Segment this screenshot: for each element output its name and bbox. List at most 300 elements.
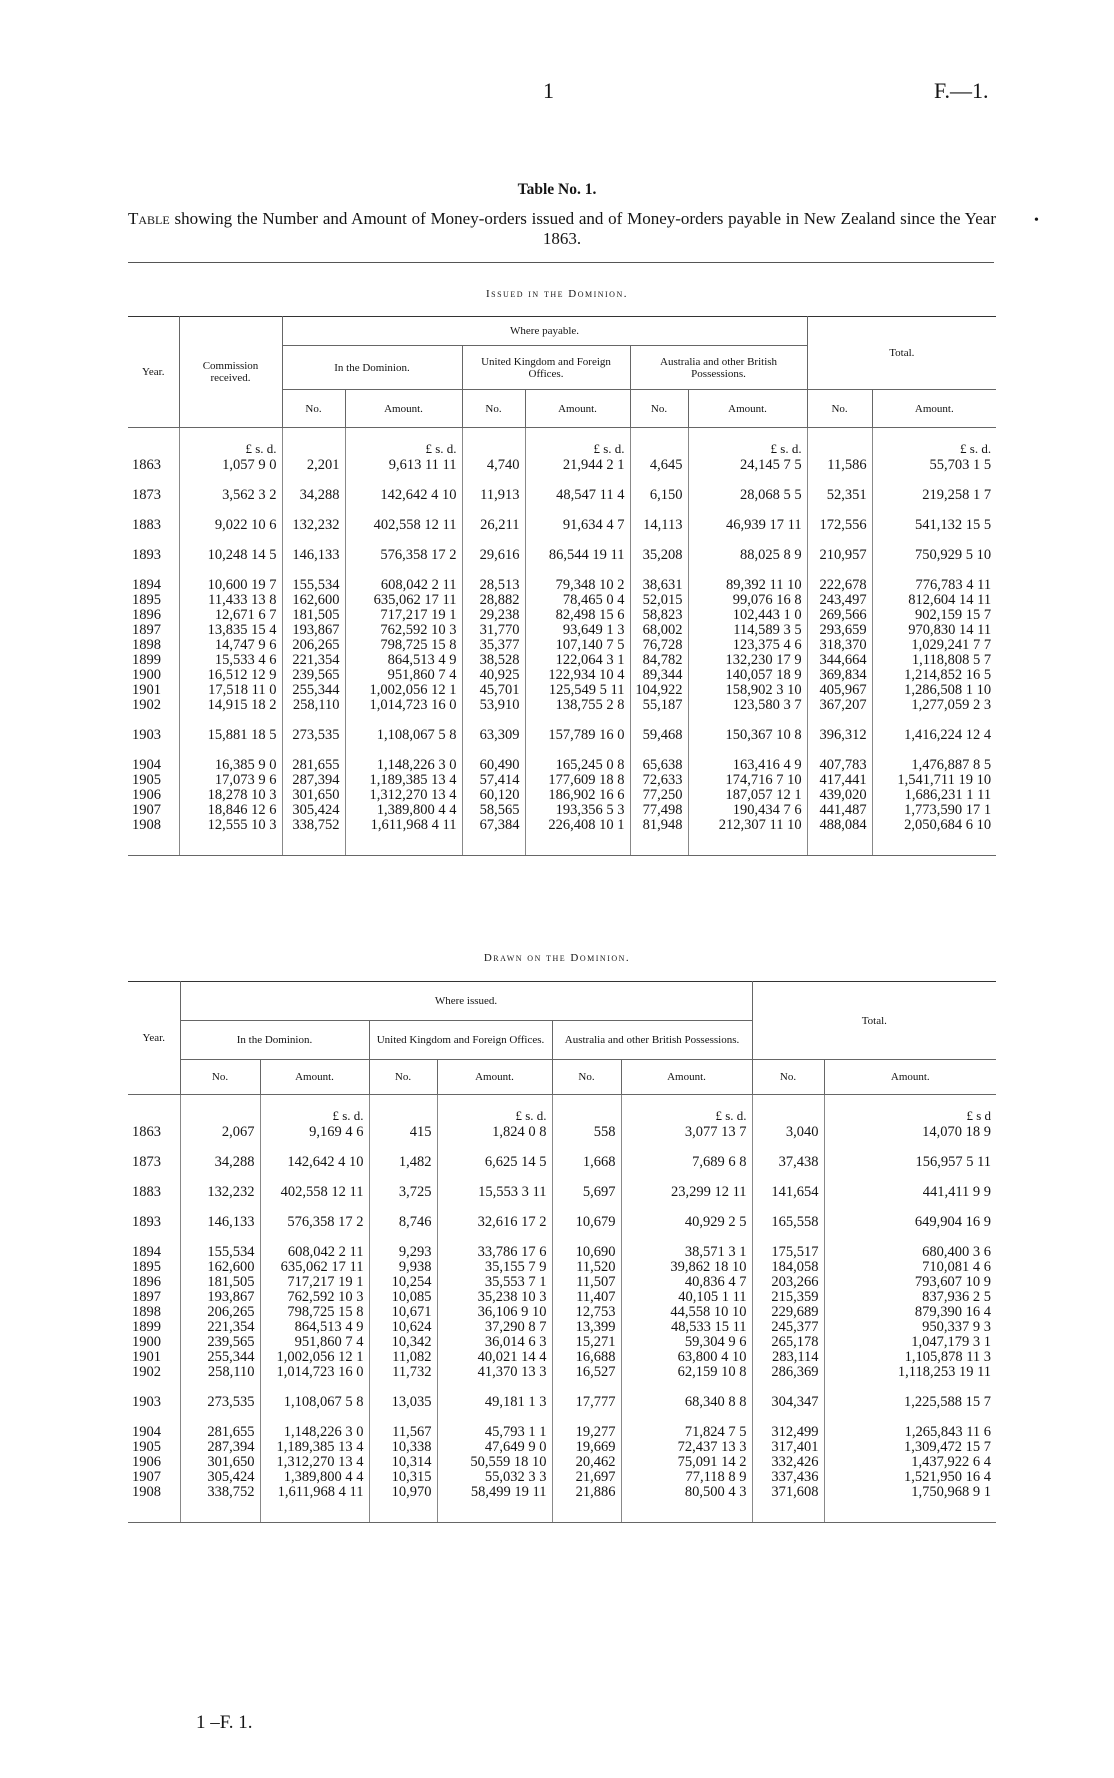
issued-row xyxy=(128,713,996,743)
table-cell: 239,565 xyxy=(180,1335,260,1350)
table-cell: 20,462 xyxy=(552,1455,621,1470)
table-cell: 864,513 4 9 xyxy=(345,653,462,668)
table-cell: 9,022 10 6 xyxy=(179,503,282,533)
table-cell: 1,148,226 3 0 xyxy=(345,743,462,773)
table-cell: 14,113 xyxy=(630,503,688,533)
table-cell: 17,777 xyxy=(552,1380,621,1410)
table-cell: 102,443 1 0 xyxy=(688,608,807,623)
table-cell: 222,678 xyxy=(807,563,872,593)
table-cell: 76,728 xyxy=(630,638,688,653)
drawn-row xyxy=(128,1470,996,1485)
table-cell: 33,786 17 6 xyxy=(437,1230,552,1260)
issued-dominion-no: No. xyxy=(282,390,345,428)
table-cell: 1,476,887 8 5 xyxy=(872,743,996,773)
table-cell: 174,716 7 10 xyxy=(688,773,807,788)
table-cell: 123,375 4 6 xyxy=(688,638,807,653)
table-cell: 1,668 xyxy=(552,1140,621,1170)
table-cell: 193,867 xyxy=(282,623,345,638)
table-cell: 21,886 xyxy=(552,1485,621,1523)
table-cell: 40,929 2 5 xyxy=(621,1200,752,1230)
table-cell: 84,782 xyxy=(630,653,688,668)
table-cell: 10,970 xyxy=(369,1485,437,1523)
table-cell: 62,159 10 8 xyxy=(621,1365,752,1380)
unit-label: £ s. d. xyxy=(688,428,807,457)
table-cell: 11,082 xyxy=(369,1350,437,1365)
table-cell: 206,265 xyxy=(180,1305,260,1320)
table-cell: 65,638 xyxy=(630,743,688,773)
table-number: Table No. 1. xyxy=(517,181,597,198)
year-cell: 1894 xyxy=(128,1230,180,1260)
table-cell: 1,014,723 16 0 xyxy=(345,698,462,713)
issued-col-aus: Australia and other British Possessions. xyxy=(630,346,807,390)
table-cell: 441,487 xyxy=(807,803,872,818)
drawn-dominion-no: No. xyxy=(180,1060,260,1095)
table-cell: 99,076 16 8 xyxy=(688,593,807,608)
table-cell: 281,655 xyxy=(282,743,345,773)
table-cell: 206,265 xyxy=(282,638,345,653)
drawn-row xyxy=(128,1305,996,1320)
table-cell: 190,434 7 6 xyxy=(688,803,807,818)
table-cell: 265,178 xyxy=(752,1335,824,1350)
table-cell: 55,703 1 5 xyxy=(872,456,996,473)
table-cell: 1,265,843 11 6 xyxy=(824,1410,996,1440)
drawn-row xyxy=(128,1230,996,1260)
issued-units-row xyxy=(128,428,996,457)
issued-row xyxy=(128,593,996,608)
table-cell: 417,441 xyxy=(807,773,872,788)
table-cell: 10,254 xyxy=(369,1275,437,1290)
table-cell: 55,187 xyxy=(630,698,688,713)
drawn-row xyxy=(128,1455,996,1470)
table-cell: 49,181 1 3 xyxy=(437,1380,552,1410)
table-cell: 305,424 xyxy=(180,1470,260,1485)
table-cell: 24,145 7 5 xyxy=(688,456,807,473)
table-cell: 367,207 xyxy=(807,698,872,713)
table-cell: 177,609 18 8 xyxy=(525,773,630,788)
table-cell: 710,081 4 6 xyxy=(824,1260,996,1275)
table-cell: 58,565 xyxy=(462,803,525,818)
table-cell: 798,725 15 8 xyxy=(345,638,462,653)
table-cell: 793,607 10 9 xyxy=(824,1275,996,1290)
table-cell: 63,309 xyxy=(462,713,525,743)
table-cell: 40,105 1 11 xyxy=(621,1290,752,1305)
drawn-row xyxy=(128,1380,996,1410)
table-cell: 52,351 xyxy=(807,473,872,503)
table-cell: 59,304 9 6 xyxy=(621,1335,752,1350)
table-cell: 11,586 xyxy=(807,456,872,473)
table-cell: 181,505 xyxy=(180,1275,260,1290)
year-cell: 1902 xyxy=(128,698,179,713)
table-cell: 16,512 12 9 xyxy=(179,668,282,683)
table-cell: 53,910 xyxy=(462,698,525,713)
issued-col-dominion: In the Dominion. xyxy=(282,346,462,390)
table-cell: 187,057 12 1 xyxy=(688,788,807,803)
drawn-total-amount: Amount. xyxy=(824,1060,996,1095)
year-cell: 1908 xyxy=(128,1485,180,1523)
year-cell: 1898 xyxy=(128,1305,180,1320)
table-cell: 63,800 4 10 xyxy=(621,1350,752,1365)
drawn-row xyxy=(128,1123,996,1140)
table-cell: 1,611,968 4 11 xyxy=(345,818,462,856)
year-cell: 1893 xyxy=(128,533,179,563)
table-cell: 1,118,808 5 7 xyxy=(872,653,996,668)
table-cell: 8,746 xyxy=(369,1200,437,1230)
drawn-row xyxy=(128,1350,996,1365)
issued-table xyxy=(128,316,996,856)
table-cell: 1,277,059 2 3 xyxy=(872,698,996,713)
year-cell: 1904 xyxy=(128,1410,180,1440)
table-cell: 576,358 17 2 xyxy=(345,533,462,563)
drawn-where-issued: Where issued. xyxy=(180,982,752,1021)
table-cell: 14,070 18 9 xyxy=(824,1123,996,1140)
year-cell: 1900 xyxy=(128,668,179,683)
table-cell: 122,934 10 4 xyxy=(525,668,630,683)
drawn-dominion-amount: Amount. xyxy=(260,1060,369,1095)
year-cell: 1897 xyxy=(128,1290,180,1305)
table-cell: 4,645 xyxy=(630,456,688,473)
table-cell: 59,468 xyxy=(630,713,688,743)
unit-label: £ s. d. xyxy=(437,1095,552,1124)
table-cell: 11,507 xyxy=(552,1275,621,1290)
table-cell: 1,286,508 1 10 xyxy=(872,683,996,698)
year-cell: 1906 xyxy=(128,1455,180,1470)
issued-row xyxy=(128,668,996,683)
table-cell: 107,140 7 5 xyxy=(525,638,630,653)
table-cell: 58,823 xyxy=(630,608,688,623)
table-cell: 1,029,241 7 7 xyxy=(872,638,996,653)
year-cell: 1894 xyxy=(128,563,179,593)
table-cell: 243,497 xyxy=(807,593,872,608)
table-cell: 255,344 xyxy=(180,1350,260,1365)
year-cell: 1898 xyxy=(128,638,179,653)
table-cell: 28,068 5 5 xyxy=(688,473,807,503)
table-cell: 649,904 16 9 xyxy=(824,1200,996,1230)
table-cell: 163,416 4 9 xyxy=(688,743,807,773)
table-cell: 37,438 xyxy=(752,1140,824,1170)
table-cell: 175,517 xyxy=(752,1230,824,1260)
table-cell: 1,189,385 13 4 xyxy=(345,773,462,788)
table-cell: 114,589 3 5 xyxy=(688,623,807,638)
issued-row xyxy=(128,473,996,503)
drawn-uk-amount: Amount. xyxy=(437,1060,552,1095)
table-cell: 132,230 17 9 xyxy=(688,653,807,668)
year-cell: 1873 xyxy=(128,1140,180,1170)
table-cell: 864,513 4 9 xyxy=(260,1320,369,1335)
drawn-table xyxy=(128,981,996,1523)
table-cell: 269,566 xyxy=(807,608,872,623)
drawn-row xyxy=(128,1410,996,1440)
table-cell: 60,490 xyxy=(462,743,525,773)
table-cell: 2,201 xyxy=(282,456,345,473)
caption-lead: Table xyxy=(128,209,170,228)
table-cell: 762,592 10 3 xyxy=(345,623,462,638)
table-cell: 13,399 xyxy=(552,1320,621,1335)
unit-label: £ s. d. xyxy=(260,1095,369,1124)
issued-row xyxy=(128,623,996,638)
table-cell: 10,338 xyxy=(369,1440,437,1455)
table-cell: 71,824 7 5 xyxy=(621,1410,752,1440)
table-cell: 165,558 xyxy=(752,1200,824,1230)
table-cell: 21,697 xyxy=(552,1470,621,1485)
table-cell: 304,347 xyxy=(752,1380,824,1410)
issued-where-payable: Where payable. xyxy=(282,317,807,346)
year-cell: 1905 xyxy=(128,773,179,788)
year-cell: 1903 xyxy=(128,713,179,743)
table-cell: 1,389,800 4 4 xyxy=(260,1470,369,1485)
table-cell: 635,062 17 11 xyxy=(345,593,462,608)
drawn-section-title: Drawn on the Dominion. xyxy=(483,952,631,964)
table-cell: 750,929 5 10 xyxy=(872,533,996,563)
drawn-row xyxy=(128,1275,996,1290)
table-cell: 19,277 xyxy=(552,1410,621,1440)
issued-section-title: Issued in the Dominion. xyxy=(486,288,628,300)
table-cell: 36,106 9 10 xyxy=(437,1305,552,1320)
table-cell: 32,616 17 2 xyxy=(437,1200,552,1230)
drawn-row xyxy=(128,1485,996,1523)
table-cell: 79,348 10 2 xyxy=(525,563,630,593)
year-cell: 1900 xyxy=(128,1335,180,1350)
year-cell: 1903 xyxy=(128,1380,180,1410)
year-cell: 1901 xyxy=(128,683,179,698)
table-cell: 58,499 19 11 xyxy=(437,1485,552,1523)
table-cell: 13,835 15 4 xyxy=(179,623,282,638)
drawn-col-year: Year. xyxy=(128,982,180,1095)
table-cell: 11,567 xyxy=(369,1410,437,1440)
table-cell: 15,533 4 6 xyxy=(179,653,282,668)
year-cell: 1895 xyxy=(128,593,179,608)
table-cell: 35,553 7 1 xyxy=(437,1275,552,1290)
table-cell: 18,278 10 3 xyxy=(179,788,282,803)
year-cell: 1907 xyxy=(128,803,179,818)
table-cell: 18,846 12 6 xyxy=(179,803,282,818)
table-cell: 15,881 18 5 xyxy=(179,713,282,743)
table-cell: 142,642 4 10 xyxy=(345,473,462,503)
table-cell: 193,356 5 3 xyxy=(525,803,630,818)
table-cell: 229,689 xyxy=(752,1305,824,1320)
table-cell: 38,571 3 1 xyxy=(621,1230,752,1260)
table-cell: 15,553 3 11 xyxy=(437,1170,552,1200)
table-cell: 344,664 xyxy=(807,653,872,668)
table-cell: 89,344 xyxy=(630,668,688,683)
table-cell: 29,238 xyxy=(462,608,525,623)
table-cell: 35,238 10 3 xyxy=(437,1290,552,1305)
table-cell: 488,084 xyxy=(807,818,872,856)
drawn-aus-no: No. xyxy=(552,1060,621,1095)
year-cell: 1863 xyxy=(128,1123,180,1140)
table-cell: 717,217 19 1 xyxy=(260,1275,369,1290)
issued-uk-amount: Amount. xyxy=(525,390,630,428)
table-cell: 132,232 xyxy=(180,1170,260,1200)
table-cell: 11,433 13 8 xyxy=(179,593,282,608)
table-cell: 150,367 10 8 xyxy=(688,713,807,743)
issued-row xyxy=(128,653,996,668)
table-cell: 9,169 4 6 xyxy=(260,1123,369,1140)
table-cell: 132,232 xyxy=(282,503,345,533)
table-cell: 1,389,800 4 4 xyxy=(345,803,462,818)
table-cell: 122,064 3 1 xyxy=(525,653,630,668)
issued-row xyxy=(128,456,996,473)
table-cell: 142,642 4 10 xyxy=(260,1140,369,1170)
table-cell: 371,608 xyxy=(752,1485,824,1523)
table-cell: 11,913 xyxy=(462,473,525,503)
table-cell: 1,189,385 13 4 xyxy=(260,1440,369,1455)
year-cell: 1883 xyxy=(128,503,179,533)
unit-label: £ s. d. xyxy=(345,428,462,457)
table-cell: 16,688 xyxy=(552,1350,621,1365)
table-cell: 301,650 xyxy=(282,788,345,803)
table-cell: 15,271 xyxy=(552,1335,621,1350)
table-cell: 157,789 16 0 xyxy=(525,713,630,743)
table-cell: 1,416,224 12 4 xyxy=(872,713,996,743)
table-cell: 332,426 xyxy=(752,1455,824,1470)
table-cell: 902,159 15 7 xyxy=(872,608,996,623)
table-cell: 35,377 xyxy=(462,638,525,653)
issued-total-amount: Amount. xyxy=(872,390,996,428)
table-cell: 77,498 xyxy=(630,803,688,818)
table-cell: 7,689 6 8 xyxy=(621,1140,752,1170)
drawn-row xyxy=(128,1290,996,1305)
table-cell: 45,793 1 1 xyxy=(437,1410,552,1440)
year-cell: 1905 xyxy=(128,1440,180,1455)
year-cell: 1907 xyxy=(128,1470,180,1485)
table-cell: 48,533 15 11 xyxy=(621,1320,752,1335)
issued-row xyxy=(128,608,996,623)
table-cell: 10,085 xyxy=(369,1290,437,1305)
table-cell: 1,108,067 5 8 xyxy=(260,1380,369,1410)
table-cell: 402,558 12 11 xyxy=(260,1170,369,1200)
table-cell: 1,541,711 19 10 xyxy=(872,773,996,788)
year-cell: 1863 xyxy=(128,456,179,473)
table-cell: 47,649 9 0 xyxy=(437,1440,552,1455)
drawn-uk-no: No. xyxy=(369,1060,437,1095)
table-cell: 26,211 xyxy=(462,503,525,533)
table-cell: 10,248 14 5 xyxy=(179,533,282,563)
table-cell: 405,967 xyxy=(807,683,872,698)
table-cell: 146,133 xyxy=(180,1200,260,1230)
table-cell: 165,245 0 8 xyxy=(525,743,630,773)
table-cell: 40,836 4 7 xyxy=(621,1275,752,1290)
drawn-col-dominion: In the Dominion. xyxy=(180,1021,369,1060)
table-cell: 608,042 2 11 xyxy=(345,563,462,593)
table-cell: 181,505 xyxy=(282,608,345,623)
table-cell: 3,040 xyxy=(752,1123,824,1140)
table-cell: 141,654 xyxy=(752,1170,824,1200)
table-cell: 60,120 xyxy=(462,788,525,803)
table-cell: 35,155 7 9 xyxy=(437,1260,552,1275)
issued-row xyxy=(128,788,996,803)
table-cell: 415 xyxy=(369,1123,437,1140)
table-cell: 158,902 3 10 xyxy=(688,683,807,698)
table-cell: 798,725 15 8 xyxy=(260,1305,369,1320)
table-cell: 138,755 2 8 xyxy=(525,698,630,713)
table-cell: 608,042 2 11 xyxy=(260,1230,369,1260)
drawn-row xyxy=(128,1335,996,1350)
table-cell: 1,002,056 12 1 xyxy=(260,1350,369,1365)
table-cell: 46,939 17 11 xyxy=(688,503,807,533)
year-cell: 1902 xyxy=(128,1365,180,1380)
table-cell: 1,214,852 16 5 xyxy=(872,668,996,683)
table-cell: 215,359 xyxy=(752,1290,824,1305)
table-cell: 12,753 xyxy=(552,1305,621,1320)
table-cell: 1,225,588 15 7 xyxy=(824,1380,996,1410)
caption-text: showing the Number and Amount of Money-orders issued and of Money-orders payable in New Zealand since the Year 1863. xyxy=(169,209,996,248)
year-cell: 1897 xyxy=(128,623,179,638)
table-cell: 558 xyxy=(552,1123,621,1140)
table-cell: 258,110 xyxy=(180,1365,260,1380)
table-cell: 146,133 xyxy=(282,533,345,563)
table-cell: 82,498 15 6 xyxy=(525,608,630,623)
table-cell: 11,732 xyxy=(369,1365,437,1380)
table-cell: 1,014,723 16 0 xyxy=(260,1365,369,1380)
drawn-units-row xyxy=(128,1095,996,1124)
drawn-row xyxy=(128,1140,996,1170)
table-cell: 45,701 xyxy=(462,683,525,698)
table-cell: 5,697 xyxy=(552,1170,621,1200)
table-cell: 78,465 0 4 xyxy=(525,593,630,608)
table-cell: 635,062 17 11 xyxy=(260,1260,369,1275)
table-cell: 89,392 11 10 xyxy=(688,563,807,593)
table-cell: 3,562 3 2 xyxy=(179,473,282,503)
table-cell: 273,535 xyxy=(282,713,345,743)
table-cell: 34,288 xyxy=(282,473,345,503)
issued-row xyxy=(128,818,996,856)
table-cell: 36,014 6 3 xyxy=(437,1335,552,1350)
table-cell: 140,057 18 9 xyxy=(688,668,807,683)
page-number: 1 xyxy=(543,78,554,103)
table-cell: 1,824 0 8 xyxy=(437,1123,552,1140)
table-cell: 369,834 xyxy=(807,668,872,683)
table-cell: 10,690 xyxy=(552,1230,621,1260)
table-cell: 576,358 17 2 xyxy=(260,1200,369,1230)
table-cell: 162,600 xyxy=(282,593,345,608)
table-cell: 31,770 xyxy=(462,623,525,638)
table-cell: 40,925 xyxy=(462,668,525,683)
drawn-row xyxy=(128,1365,996,1380)
drawn-row xyxy=(128,1260,996,1275)
table-cell: 1,521,950 16 4 xyxy=(824,1470,996,1485)
table-cell: 10,315 xyxy=(369,1470,437,1485)
issued-aus-no: No. xyxy=(630,390,688,428)
table-cell: 1,002,056 12 1 xyxy=(345,683,462,698)
table-cell: 281,655 xyxy=(180,1410,260,1440)
page-reference: F.—1. xyxy=(934,78,989,103)
table-cell: 338,752 xyxy=(180,1485,260,1523)
table-cell: 717,217 19 1 xyxy=(345,608,462,623)
table-cell: 125,549 5 11 xyxy=(525,683,630,698)
table-caption xyxy=(128,209,996,249)
table-cell: 1,750,968 9 1 xyxy=(824,1485,996,1523)
table-cell: 72,633 xyxy=(630,773,688,788)
table-cell: 10,600 19 7 xyxy=(179,563,282,593)
table-cell: 1,118,253 19 11 xyxy=(824,1365,996,1380)
table-cell: 258,110 xyxy=(282,698,345,713)
table-cell: 407,783 xyxy=(807,743,872,773)
table-cell: 52,015 xyxy=(630,593,688,608)
table-cell: 172,556 xyxy=(807,503,872,533)
table-cell: 1,057 9 0 xyxy=(179,456,282,473)
table-cell: 184,058 xyxy=(752,1260,824,1275)
table-cell: 226,408 10 1 xyxy=(525,818,630,856)
issued-aus-amount: Amount. xyxy=(688,390,807,428)
table-cell: 1,105,878 11 3 xyxy=(824,1350,996,1365)
table-cell: 86,544 19 11 xyxy=(525,533,630,563)
year-cell: 1908 xyxy=(128,818,179,856)
table-cell: 91,634 4 7 xyxy=(525,503,630,533)
table-cell: 221,354 xyxy=(282,653,345,668)
unit-label: £ s. d. xyxy=(872,428,996,457)
table-cell: 28,882 xyxy=(462,593,525,608)
table-cell: 77,250 xyxy=(630,788,688,803)
